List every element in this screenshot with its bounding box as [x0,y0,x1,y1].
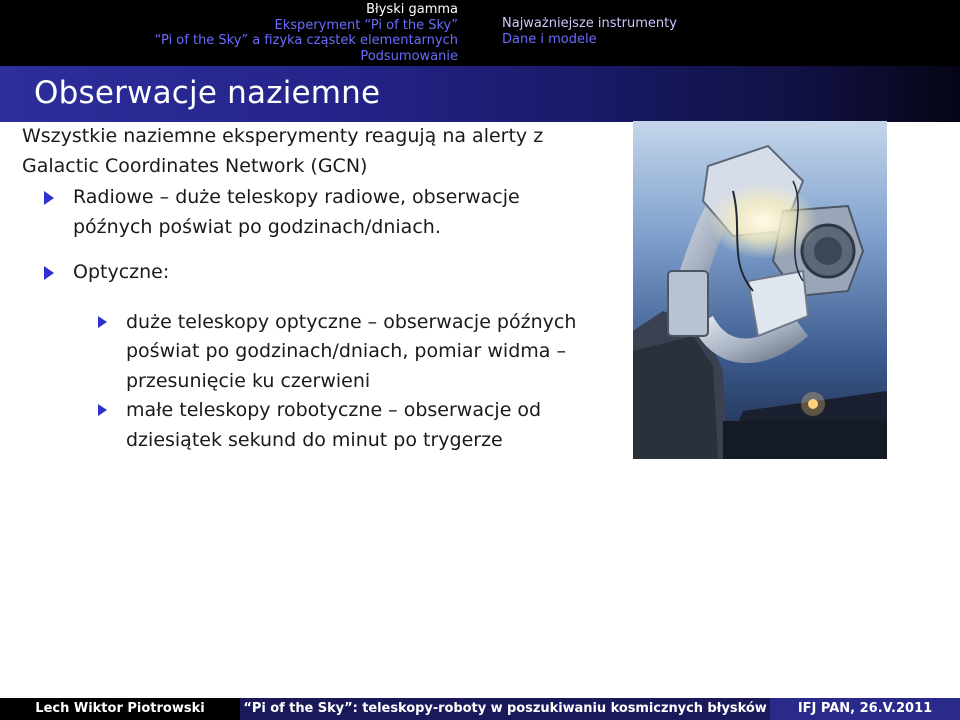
bullet-item-optical [22,258,622,288]
nav-subsection-2[interactable]: Dane i modele [502,31,597,47]
sub-bullet-text-robotic-telescopes: małe teleskopy robotyczne – obserwacje od dziesiątek sekund do minut po trygerze [126,399,542,451]
sub-bullet-triangle-icon [98,404,107,416]
bullet-triangle-icon [44,191,54,205]
nav-section-4[interactable]: Podsumowanie [360,48,458,64]
footer-talk-title: “Pi of the Sky”: teleskopy-roboty w poszukiwaniu kosmicznych błysków [240,698,770,720]
nav-section-1[interactable]: Błyski gamma [366,2,458,17]
bullet-text-radio: Radiowe – duże teleskopy radiowe, obserwacje późnych poświat po godzinach/dniach. [73,186,520,238]
nav-section-3[interactable]: “Pi of the Sky” a fizyka cząstek elementarnych [154,33,458,48]
bullet-item-radio [22,183,562,242]
header-navigation [0,0,960,66]
section-navigation [0,0,480,66]
bullet-text-optical: Optyczne: [73,261,170,283]
slide-title-bar [0,66,960,122]
nav-subsection-1[interactable]: Najważniejsze instrumenty [502,16,677,31]
sub-bullet-item-large-telescopes [22,308,582,397]
telescope-photo [633,121,887,459]
bullet-triangle-icon [44,266,54,280]
intro-text: Wszystkie naziemne eksperymenty reagują na alerty z Galactic Coordinates Network (GCN) [22,125,544,177]
sub-bullet-text-large-telescopes: duże teleskopy optyczne – obserwacje późnych poświat po godzinach/dniach, pomiar widma – przesunięcie ku czerwieni [126,310,577,392]
optical-sub-bullet-list [22,308,622,456]
bullet-list [22,183,622,288]
telescope-illustration [633,121,887,459]
nav-section-2[interactable]: Eksperyment “Pi of the Sky” [274,17,458,33]
sub-bullet-item-robotic-telescopes [22,396,582,455]
footer-author: Lech Wiktor Piotrowski [35,701,205,716]
slide-footer [0,698,960,720]
slide-title: Obserwacje naziemne [34,75,381,111]
sub-bullet-triangle-icon [98,316,107,328]
subsection-navigation [480,0,960,66]
footer-venue-date: IFJ PAN, 26.V.2011 [770,698,960,720]
slide-content [22,122,622,455]
